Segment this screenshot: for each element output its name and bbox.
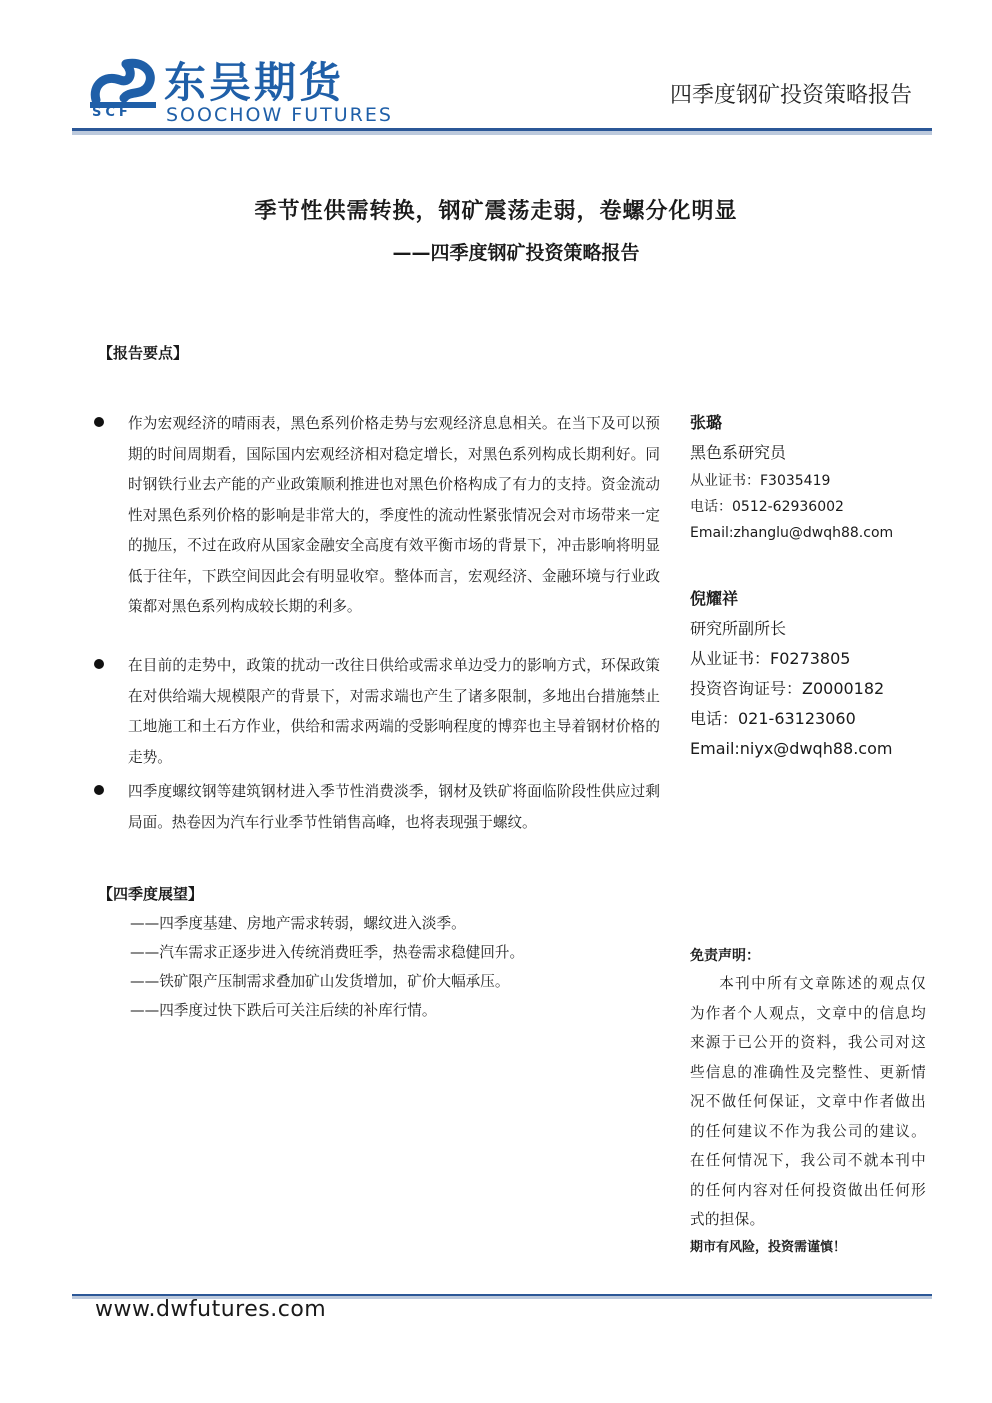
report-subtitle: ——四季度钢矿投资策略报告 xyxy=(392,242,640,264)
key-point-item xyxy=(94,651,660,773)
analyst-name: 倪耀祥 xyxy=(690,589,739,608)
key-point-text: 作为宏观经济的晴雨表，黑色系列价格走势与宏观经济息息相关。在当下及可以预期的时间周期看，国际国内宏观经济相对稳定增长，对黑色系列构成长期利好。同时钢铁行业去产能的产业政策顺利推进也对黑色价格构成了有力的支持。资金流动性对黑色系列价格的影响是非常大的，季度性的流动性紧张情况会对市场带来一定的抛压，不过在政府从国家金融安全高度有效平衡市场的背景下，冲击影响将明显低于往年，下跌空间因此会有明显收窄。整体而言，宏观经济、金融环境与行业政策都对黑色系列构成较长期的利多。 xyxy=(128,415,660,615)
analyst-phone: 电话：0512-62936002 xyxy=(690,499,844,515)
disclaimer-title: 免责声明： xyxy=(690,948,760,964)
analyst-name: 张璐 xyxy=(690,413,723,432)
analyst-card xyxy=(690,408,930,546)
analyst-license: 从业证书：F0273805 xyxy=(690,649,851,668)
bullet-dot-icon xyxy=(94,659,104,669)
outlook-heading: 【四季度展望】 xyxy=(98,885,204,903)
disclaimer-box xyxy=(690,943,926,1261)
key-point-item xyxy=(94,409,660,623)
bullet-dot-icon xyxy=(94,417,104,427)
report-title: 季节性供需转换，钢矿震荡走弱，卷螺分化明显 xyxy=(254,199,738,224)
scf-logo-icon xyxy=(90,56,162,108)
analyst-panel xyxy=(690,408,930,764)
analyst-email: Email:niyx@dwqh88.com xyxy=(690,739,893,758)
logo-english-name: SOOCHOW FUTURES xyxy=(166,104,393,126)
analyst-email: Email:zhanglu@dwqh88.com xyxy=(690,525,894,541)
analyst-advisory-license: 投资咨询证号：Z0000182 xyxy=(690,679,885,698)
key-points-heading: 【报告要点】 xyxy=(98,344,189,362)
risk-warning: 期市有风险，投资需谨慎！ xyxy=(690,1239,847,1255)
outlook-item: ——汽车需求正逐步进入传统消费旺季，热卷需求稳健回升。 xyxy=(130,944,525,961)
outlook-item: ——铁矿限产压制需求叠加矿山发货增加，矿价大幅承压。 xyxy=(130,973,510,990)
analyst-card xyxy=(690,584,930,764)
footer-website-link[interactable]: www.dwfutures.com xyxy=(95,1297,327,1322)
analyst-license: 从业证书：F3035419 xyxy=(690,473,831,489)
key-point-text: 在目前的走势中，政策的扰动一改往日供给或需求单边受力的影响方式，环保政策在对供给端大规模限产的背景下，对需求端也产生了诸多限制，多地出台措施禁止工地施工和土石方作业，供给和需求两端的受影响程度的博弈也主导着钢材价格的走势。 xyxy=(128,657,660,766)
outlook-item: ——四季度基建、房地产需求转弱，螺纹进入淡季。 xyxy=(130,915,466,932)
key-point-item xyxy=(94,777,660,838)
disclaimer-text: 本刊中所有文章陈述的观点仅为作者个人观点，文章中的信息均来源于已公开的资料，我公司对这些信息的准确性及完整性、更新情况不做任何保证，文章中作者做出的任何建议不作为我公司的建议。在任何情况下，我公司不就本刊中的任何内容对任何投资做出任何形式的担保。 xyxy=(690,975,926,1228)
outlook-item: ——四季度过快下跌后可关注后续的补库行情。 xyxy=(130,1002,437,1019)
logo-abbreviation: SCF xyxy=(92,105,132,120)
analyst-title: 黑色系研究员 xyxy=(690,443,787,462)
header-divider-shadow xyxy=(72,131,932,135)
logo-chinese-name: 东吴期货 xyxy=(164,58,345,107)
header-report-name: 四季度钢矿投资策略报告 xyxy=(669,83,912,108)
bullet-dot-icon xyxy=(94,785,104,795)
analyst-title: 研究所副所长 xyxy=(690,619,787,638)
key-point-text: 四季度螺纹钢等建筑钢材进入季节性消费淡季，钢材及铁矿将面临阶段性供应过剩局面。热卷因为汽车行业季节性销售高峰，也将表现强于螺纹。 xyxy=(128,783,660,831)
outlook-list xyxy=(130,909,650,1025)
analyst-phone: 电话：021-63123060 xyxy=(690,709,856,728)
